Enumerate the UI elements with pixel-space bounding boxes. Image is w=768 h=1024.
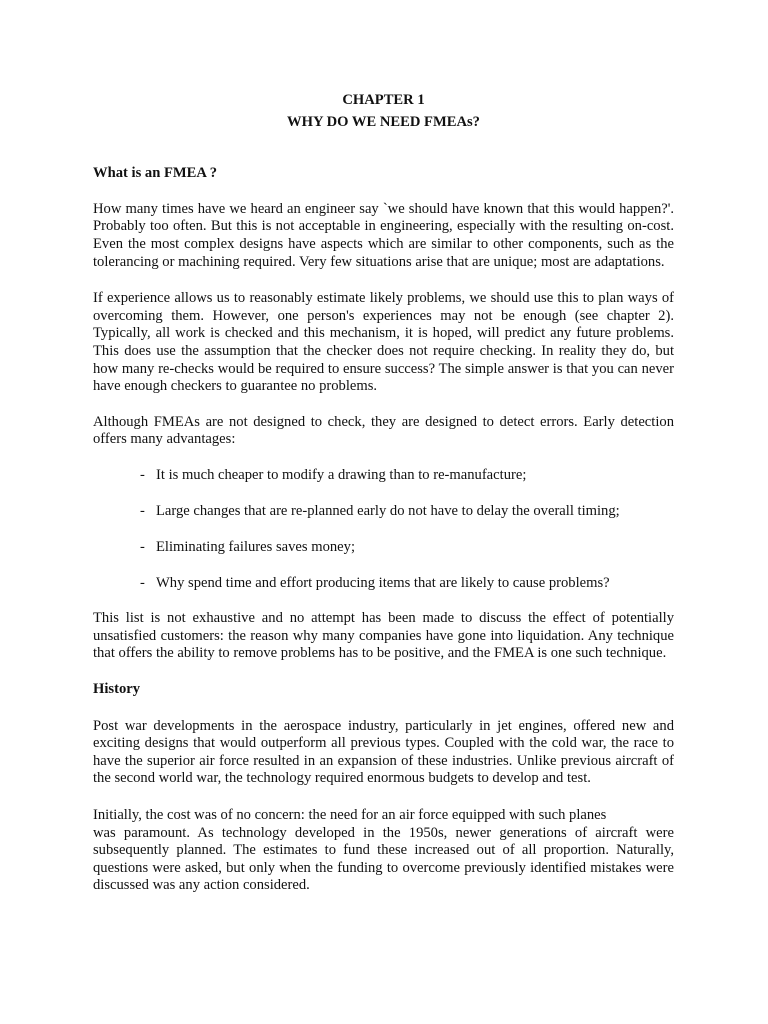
list-item (140, 467, 674, 485)
paragraph: Although FMEAs are not designed to check, they are designed to detect errors. Early detection offers many advantages: (93, 413, 674, 448)
paragraph: was paramount. As technology developed in the 1950s, newer generations of aircraft were subsequently planned. The estimates to fund these increased out of all proportion. Naturally, questions were asked, but only when the funding to overcome previously identified mistakes were discussed was any action considered. (93, 824, 674, 894)
chapter-title: WHY DO WE NEED FMEAs? (287, 113, 480, 130)
chapter-number: CHAPTER 1 (342, 92, 425, 108)
paragraph: How many times have we heard an engineer say `we should have known that this would happen?'. Probably too often. But this is not acceptable in engineering, especially with the resulting on-cost. Even the most complex designs have aspects which are similar to other components, such as the tolerancing or machining required. Very few situations arise that are unique; most are adaptations. (93, 200, 674, 270)
bullet-dash: - (140, 466, 145, 483)
paragraph: Post war developments in the aerospace industry, particularly in jet engines, offered new and exciting designs that would outperform all previous types. Coupled with the cold war, the race to have the superior air force resulted in an expansion of these industries. Unlike previous aircraft of the second world war, the technology required enormous budgets to develop and test. (93, 717, 674, 787)
paragraph: If experience allows us to reasonably estimate likely problems, we should use this to plan ways of overcoming them. However, one person's experiences may not be enough (see chapter 2). Typically, all work is checked and this mechanism, it is hoped, will predict any future problems. This does use the assumption that the checker does not require checking. In reality they do, but how many re-checks would be required to ensure success? The simple answer is that you can never have enough checkers to guarantee no problems. (93, 290, 674, 395)
bullet-dash: - (140, 574, 145, 591)
list-item-text: It is much cheaper to modify a drawing than to re-manufacture; (156, 466, 527, 483)
section-heading-what-is-fmea: What is an FMEA ? (93, 165, 218, 182)
bullet-dash: - (140, 502, 145, 519)
section-heading-history: History (93, 681, 141, 698)
list-item-text: Why spend time and effort producing items that are likely to cause problems? (156, 574, 610, 591)
list-item (140, 503, 674, 521)
paragraph: Initially, the cost was of no concern: the need for an air force equipped with such planes (93, 807, 607, 824)
list-item-text: Eliminating failures saves money; (156, 539, 355, 556)
bullet-dash: - (140, 539, 145, 556)
advantages-list (93, 467, 674, 592)
list-item (140, 539, 674, 557)
paragraph: This list is not exhaustive and no attempt has been made to discuss the effect of potentially unsatisfied customers: the reason why many companies have gone into liquidation. Any technique that offers the ability to remove problems has to be positive, and the FMEA is one such technique. (93, 610, 674, 662)
list-item (140, 575, 674, 593)
list-item-text: Large changes that are re-planned early do not have to delay the overall timing; (156, 502, 620, 519)
